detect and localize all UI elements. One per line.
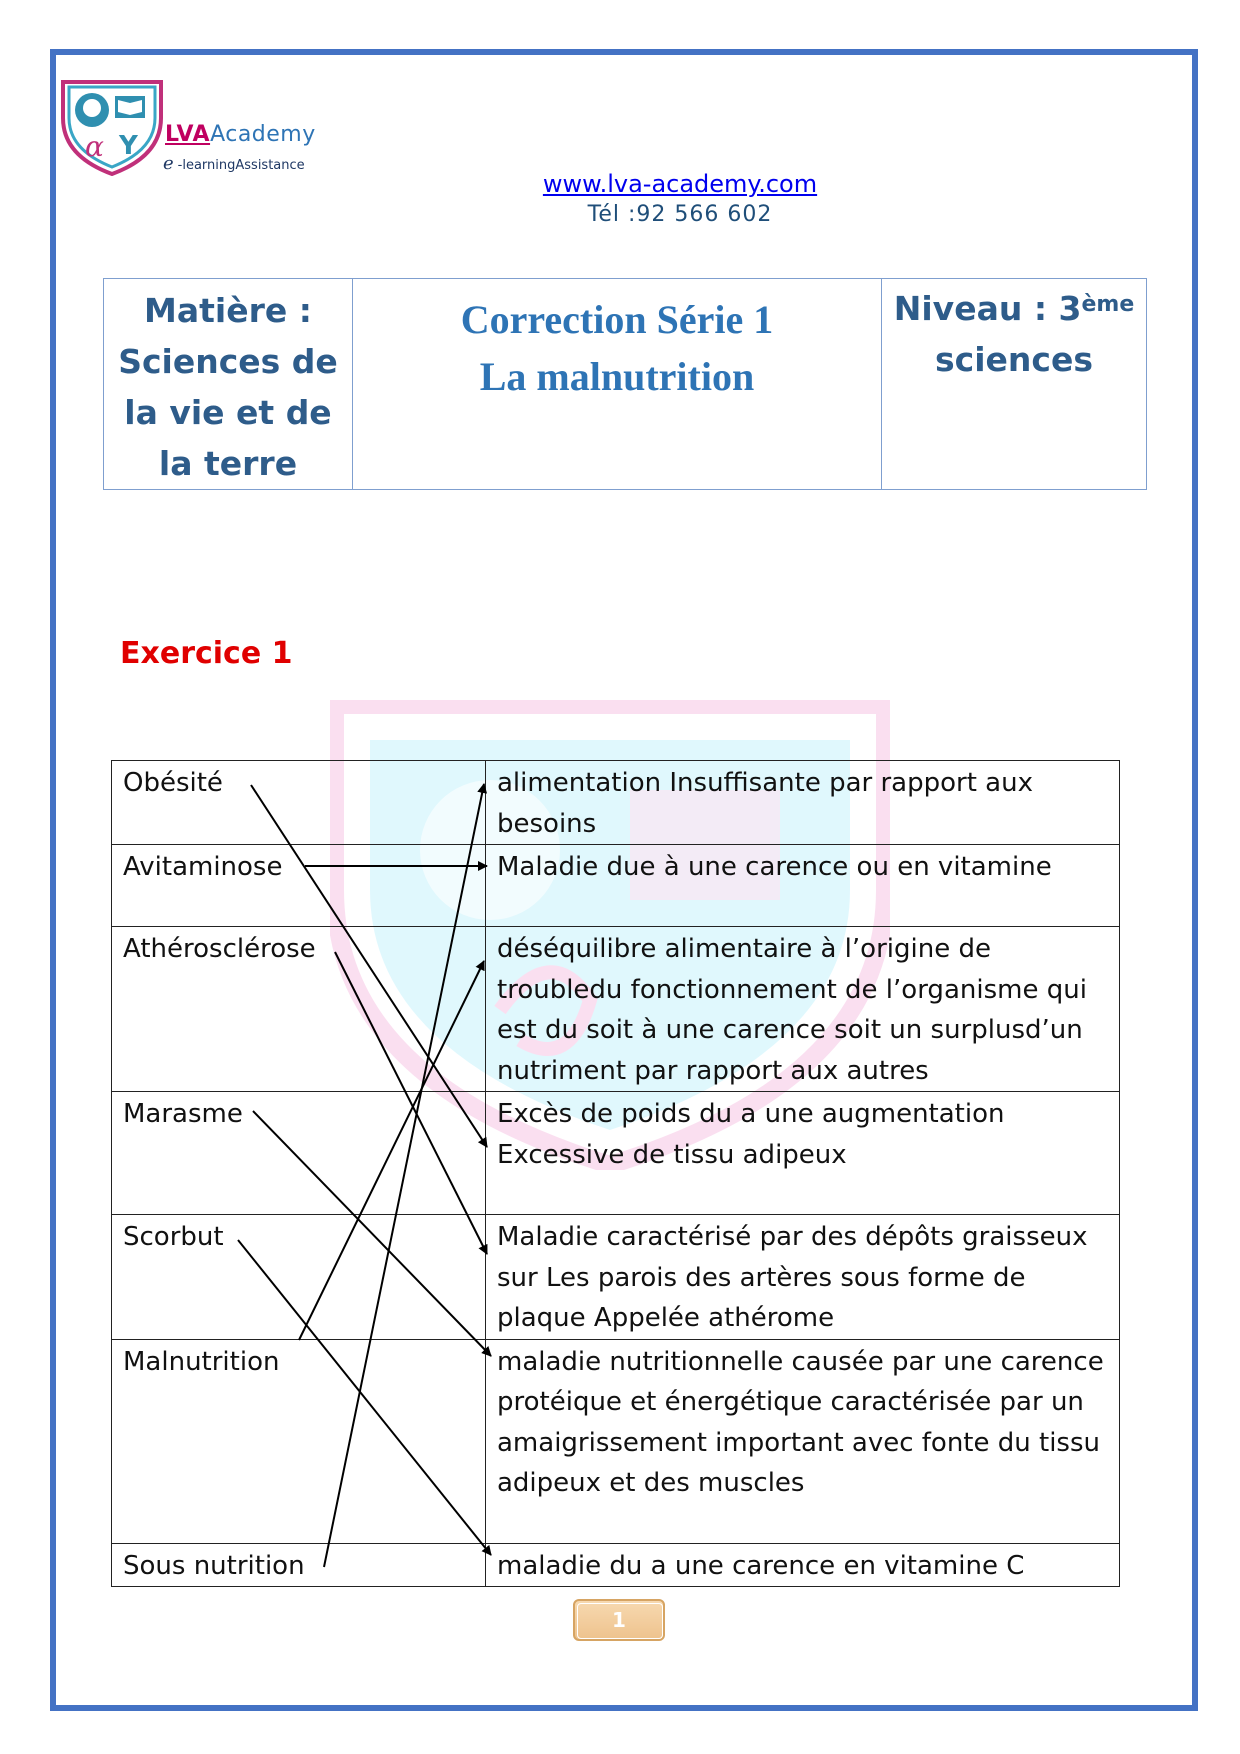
term-cell: Avitaminose (112, 845, 486, 927)
lva-academy-logo (57, 78, 167, 176)
table-row (112, 845, 1120, 927)
exercise-title: Exercice 1 (120, 636, 293, 671)
document-title-cell (353, 279, 882, 490)
page-number: 1 (573, 1599, 665, 1641)
table-row (112, 927, 1120, 1092)
definition-cell: Excès de poids du a une augmentation Excessive de tissu adipeux (486, 1092, 1120, 1215)
subject-line: Sciences de (118, 342, 338, 381)
brand-lva: LVA (165, 122, 211, 147)
term-cell: Sous nutrition (112, 1543, 486, 1587)
table-row (112, 1543, 1120, 1587)
table-row (112, 761, 1120, 845)
term-cell: Obésité (112, 761, 486, 845)
table-row (112, 1092, 1120, 1215)
subject-line: la terre (158, 444, 298, 483)
brand-name (165, 122, 316, 147)
document-title: Correction Série 1 (460, 297, 774, 342)
title-table (103, 278, 1147, 490)
definition-cell: maladie nutritionnelle causée par une carence protéique et énergétique caractérisée par un amaigrissement important avec fonte du tissu adipeux et des muscles (486, 1339, 1120, 1543)
table-row (112, 1215, 1120, 1340)
term-cell: Marasme (112, 1092, 486, 1215)
table-row (112, 1339, 1120, 1543)
term-cell: Scorbut (112, 1215, 486, 1340)
definition-cell: maladie du a une carence en vitamine C (486, 1543, 1120, 1587)
phone-number: Tél :92 566 602 (587, 202, 773, 227)
document-subtitle: La malnutrition (479, 354, 755, 399)
term-cell: Athérosclérose (112, 927, 486, 1092)
matching-table (111, 760, 1120, 1587)
definition-cell: Maladie caractérisé par des dépôts graisseux sur Les parois des artères sous forme de plaque Appelée athérome (486, 1215, 1120, 1340)
definition-cell: Maladie due à une carence ou en vitamine (486, 845, 1120, 927)
level-cell (882, 279, 1147, 490)
brand-e: e (163, 153, 174, 174)
definition-cell: alimentation Insuffisante par rapport aux besoins (486, 761, 1120, 845)
definition-cell: déséquilibre alimentaire à l’origine de troubledu fonctionnement de l’organisme qui est du soit à une carence soit un surplusd’un nutriment par rapport aux autres (486, 927, 1120, 1092)
subject-line: Matière : (144, 291, 312, 330)
logo-alpha: α (85, 130, 104, 163)
page-number-frame (577, 1603, 663, 1639)
logo-y: Y (119, 131, 138, 161)
level-line (882, 283, 1146, 334)
level-sup: ème (1081, 292, 1135, 317)
term-cell: Malnutrition (112, 1339, 486, 1543)
subject-line: la vie et de (124, 393, 332, 432)
level-line-2: sciences (935, 340, 1093, 379)
brand-sub-text: -learningAssistance (177, 158, 305, 173)
level-prefix: Niveau : 3 (893, 289, 1082, 328)
subject-cell (104, 279, 353, 490)
brand-academy: Academy (210, 122, 316, 147)
website-link[interactable]: www.lva-academy.com (542, 170, 818, 198)
